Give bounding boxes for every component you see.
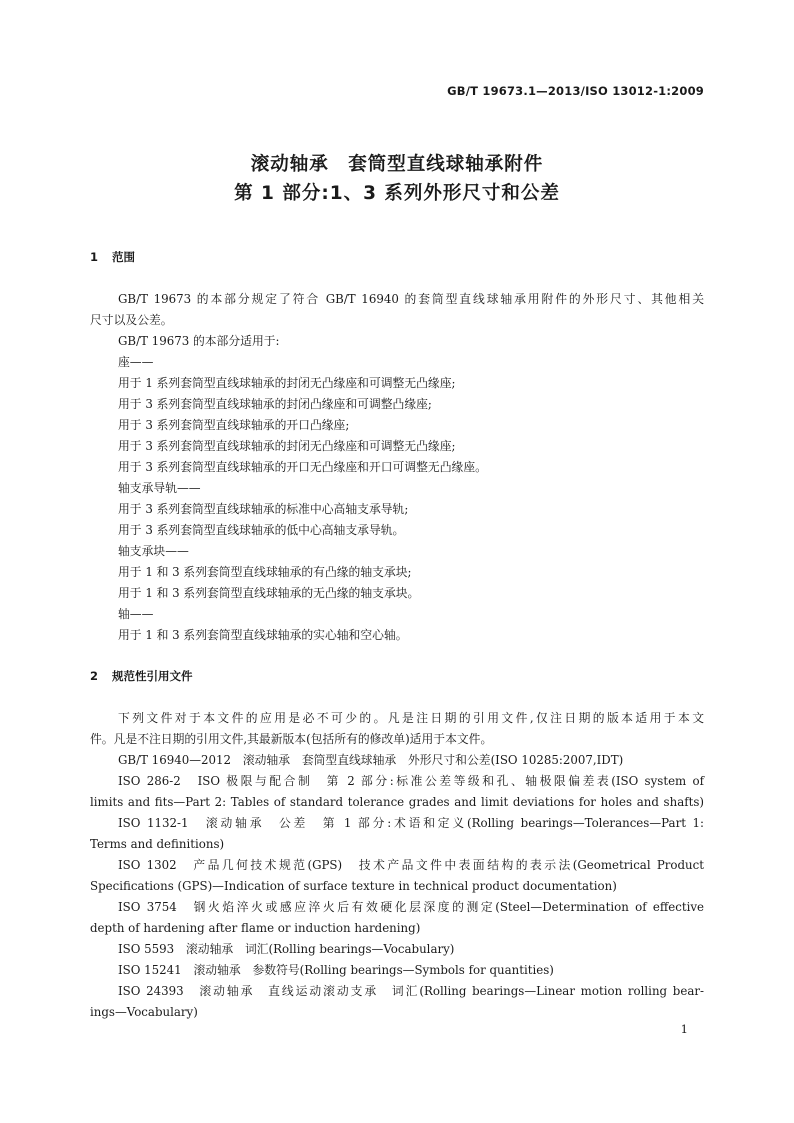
reference-entry-continued: Terms and definitions) [90, 837, 225, 851]
standard-code: GB/T 19673.1—2013/ISO 13012-1:2009 [447, 84, 704, 98]
paragraph-line: 用于 1 和 3 系列套筒型直线球轴承的实心轴和空心轴。 [118, 628, 408, 642]
reference-entry: GB/T 16940—2012 滚动轴承 套筒型直线球轴承 外形尺寸和公差(ISO 10285:2007,IDT) [118, 753, 624, 767]
paragraph-line: 用于 3 系列套筒型直线球轴承的开口无凸缘座和开口可调整无凸缘座。 [118, 460, 487, 474]
paragraph-line: 件。凡是不注日期的引用文件,其最新版本(包括所有的修改单)适用于本文件。 [90, 732, 493, 746]
section-2-heading [90, 668, 193, 684]
paragraph-line: 尺寸以及公差。 [90, 313, 173, 327]
reference-entry: ISO 286-2 ISO 极限与配合制 第 2 部分:标准公差等级和孔、轴极限偏差表(ISO system of [118, 774, 704, 788]
paragraph-line: 用于 1 系列套筒型直线球轴承的封闭无凸缘座和可调整无凸缘座; [118, 376, 456, 390]
paragraph-line: GB/T 19673 的本部分适用于: [118, 334, 280, 348]
reference-entry: ISO 15241 滚动轴承 参数符号(Rolling bearings—Symbols for quantities) [118, 963, 554, 977]
paragraph-line: 用于 3 系列套筒型直线球轴承的封闭无凸缘座和可调整无凸缘座; [118, 439, 456, 453]
paragraph-line: GB/T 19673 的本部分规定了符合 GB/T 16940 的套筒型直线球轴承用附件的外形尺寸、其他相关 [118, 292, 704, 306]
paragraph-line: 轴—— [118, 607, 154, 621]
paragraph-line: 用于 3 系列套筒型直线球轴承的封闭凸缘座和可调整凸缘座; [118, 397, 432, 411]
paragraph-line: 用于 1 和 3 系列套筒型直线球轴承的无凸缘的轴支承块。 [118, 586, 420, 600]
reference-entry: ISO 1302 产品几何技术规范(GPS) 技术产品文件中表面结构的表示法(Geometrical Product [118, 858, 704, 872]
section-number: 1 [90, 250, 99, 264]
document-title-line1: 滚动轴承 套筒型直线球轴承附件 [250, 154, 544, 175]
section-title: 范围 [112, 250, 135, 264]
reference-entry: ISO 1132-1 滚动轴承 公差 第 1 部分:术语和定义(Rolling bearings—Tolerances—Part 1: [118, 816, 704, 830]
reference-entry-continued: limits and fits—Part 2: Tables of standard tolerance grades and limit deviations for holes and shafts) [90, 795, 704, 809]
document-title-line2: 第 1 部分:1、3 系列外形尺寸和公差 [234, 183, 560, 204]
paragraph-line: 轴支承导轨—— [118, 481, 201, 495]
reference-entry: ISO 5593 滚动轴承 词汇(Rolling bearings—Vocabulary) [118, 942, 455, 956]
paragraph-line: 用于 3 系列套筒型直线球轴承的低中心高轴支承导轨。 [118, 523, 405, 537]
paragraph-line: 用于 3 系列套筒型直线球轴承的开口凸缘座; [118, 418, 350, 432]
section-title: 规范性引用文件 [112, 669, 193, 683]
page-number: 1 [680, 1022, 688, 1036]
section-1-heading [90, 249, 135, 265]
reference-entry-continued: depth of hardening after flame or induction hardening) [90, 921, 421, 935]
reference-entry: ISO 24393 滚动轴承 直线运动滚动支承 词汇(Rolling bearings—Linear motion rolling bear- [118, 984, 704, 998]
reference-entry-continued: Specifications (GPS)—Indication of surface texture in technical product documentation) [90, 879, 617, 893]
paragraph-line: 下列文件对于本文件的应用是必不可少的。凡是注日期的引用文件,仅注日期的版本适用于本文 [118, 711, 704, 725]
reference-entry: ISO 3754 钢火焰淬火或感应淬火后有效硬化层深度的测定(Steel—Determination of effective [118, 900, 704, 914]
reference-entry-continued: ings—Vocabulary) [90, 1005, 198, 1019]
paragraph-line: 轴支承块—— [118, 544, 189, 558]
paragraph-line: 用于 3 系列套筒型直线球轴承的标准中心高轴支承导轨; [118, 502, 409, 516]
paragraph-line: 用于 1 和 3 系列套筒型直线球轴承的有凸缘的轴支承块; [118, 565, 412, 579]
paragraph-line: 座—— [118, 355, 154, 369]
section-number: 2 [90, 669, 99, 683]
